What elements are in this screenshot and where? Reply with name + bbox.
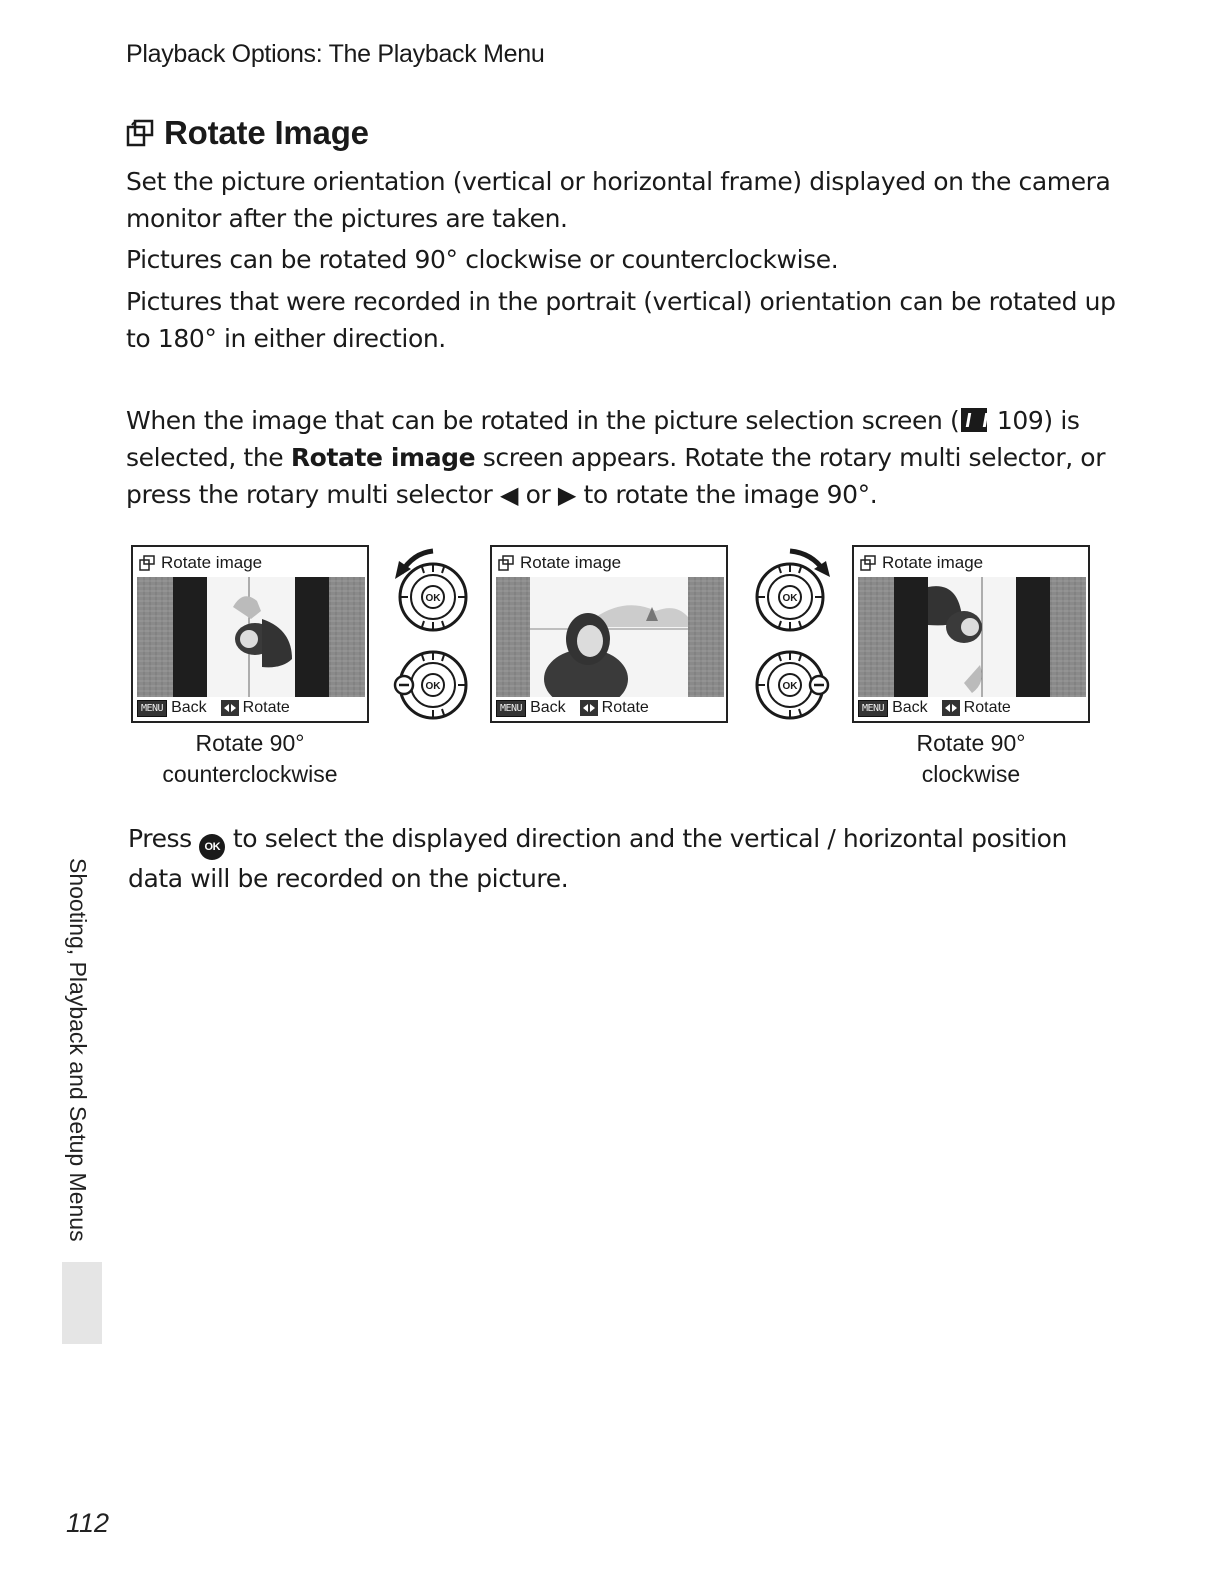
instructions-text-2: ) is selected, the bbox=[126, 406, 1080, 472]
running-header: Playback Options: The Playback Menu bbox=[126, 40, 545, 68]
screen-footer bbox=[137, 699, 290, 717]
rotate-image-icon bbox=[139, 555, 155, 571]
closing-text-2: to select the displayed direction and the vertical / horizontal position data will be recorded on the picture. bbox=[128, 824, 1067, 893]
section-title bbox=[126, 114, 369, 152]
svg-text:OK: OK bbox=[782, 593, 798, 604]
rotate-label: Rotate bbox=[242, 699, 290, 716]
caption-cw-line1: Rotate 90° bbox=[916, 730, 1026, 756]
screen-title bbox=[139, 553, 262, 573]
rotary-dial-icon bbox=[400, 564, 466, 630]
intro-paragraph-2: Pictures can be rotated 90° clockwise or counterclockwise. bbox=[126, 245, 839, 274]
intro-paragraph-1: Set the picture orientation (vertical or horizontal frame) displayed on the camera monitor after the pictures are taken. bbox=[126, 167, 1111, 233]
left-arrow-icon: ◀ bbox=[499, 481, 519, 509]
instructions-text-1: When the image that can be rotated in the picture selection screen ( bbox=[126, 406, 960, 435]
screen-original bbox=[490, 545, 728, 723]
instructions-text-4: to rotate the image 90°. bbox=[575, 480, 878, 509]
photo-preview bbox=[496, 577, 724, 697]
screen-title bbox=[498, 553, 621, 573]
rotate-image-icon bbox=[126, 119, 154, 147]
closing-paragraph bbox=[128, 820, 1118, 897]
caption-ccw-line1: Rotate 90° bbox=[195, 730, 305, 756]
back-label: Back bbox=[171, 699, 207, 716]
left-right-icon bbox=[580, 700, 598, 716]
screen-rotated-cw bbox=[852, 545, 1090, 723]
left-right-icon bbox=[942, 700, 960, 716]
instructions-paragraph bbox=[126, 402, 1116, 514]
instructions-text-3: screen appears. Rotate the rotary multi selector, or press the rotary multi selector bbox=[126, 443, 1106, 509]
menu-badge: MENU bbox=[496, 700, 526, 717]
intro-paragraph-3: Pictures that were recorded in the portrait (vertical) orientation can be rotated up to 180° in either direction. bbox=[126, 287, 1116, 353]
side-tab-label: Shooting, Playback and Setup Menus bbox=[65, 858, 91, 1242]
svg-text:OK: OK bbox=[425, 681, 441, 692]
caption-ccw bbox=[130, 728, 370, 790]
right-arrow-icon: ▶ bbox=[557, 481, 576, 509]
rotate-image-icon bbox=[498, 555, 514, 571]
side-tab-marker bbox=[62, 1262, 102, 1344]
dial-group-cw bbox=[752, 545, 832, 725]
menu-badge: MENU bbox=[858, 700, 888, 717]
side-tab bbox=[60, 858, 100, 1242]
rotate-label: Rotate bbox=[963, 699, 1011, 716]
page-reference-icon bbox=[961, 408, 987, 432]
page-number: 112 bbox=[66, 1508, 110, 1538]
photo-preview bbox=[137, 577, 365, 697]
caption-cw bbox=[851, 728, 1091, 790]
ok-button-icon: OK bbox=[199, 834, 225, 860]
dial-group-ccw bbox=[393, 545, 473, 725]
rotate-image-term: Rotate image bbox=[290, 443, 476, 472]
photo-preview bbox=[858, 577, 1086, 697]
back-label: Back bbox=[892, 699, 928, 716]
caption-ccw-line2: counterclockwise bbox=[162, 761, 338, 787]
rotate-image-icon bbox=[860, 555, 876, 571]
rotary-dial-right-press-icon bbox=[757, 652, 828, 718]
rotary-dial-icon bbox=[757, 564, 823, 630]
left-right-icon bbox=[221, 700, 239, 716]
rotary-dial-left-press-icon bbox=[395, 652, 466, 718]
rotate-label: Rotate bbox=[601, 699, 649, 716]
screen-title-text: Rotate image bbox=[520, 553, 622, 572]
screen-title bbox=[860, 553, 983, 573]
menu-badge: MENU bbox=[137, 700, 167, 717]
svg-text:OK: OK bbox=[782, 681, 798, 692]
screen-title-text: Rotate image bbox=[161, 553, 263, 572]
reference-page: 109 bbox=[996, 406, 1044, 435]
screen-footer bbox=[858, 699, 1011, 717]
screen-title-text: Rotate image bbox=[882, 553, 984, 572]
screen-footer bbox=[496, 699, 649, 717]
or-word: or bbox=[518, 480, 558, 509]
caption-cw-line2: clockwise bbox=[921, 761, 1021, 787]
back-label: Back bbox=[530, 699, 566, 716]
closing-text-1: Press bbox=[128, 824, 200, 853]
svg-text:OK: OK bbox=[425, 593, 441, 604]
section-title-text: Rotate Image bbox=[164, 114, 369, 151]
screen-rotated-ccw bbox=[131, 545, 369, 723]
